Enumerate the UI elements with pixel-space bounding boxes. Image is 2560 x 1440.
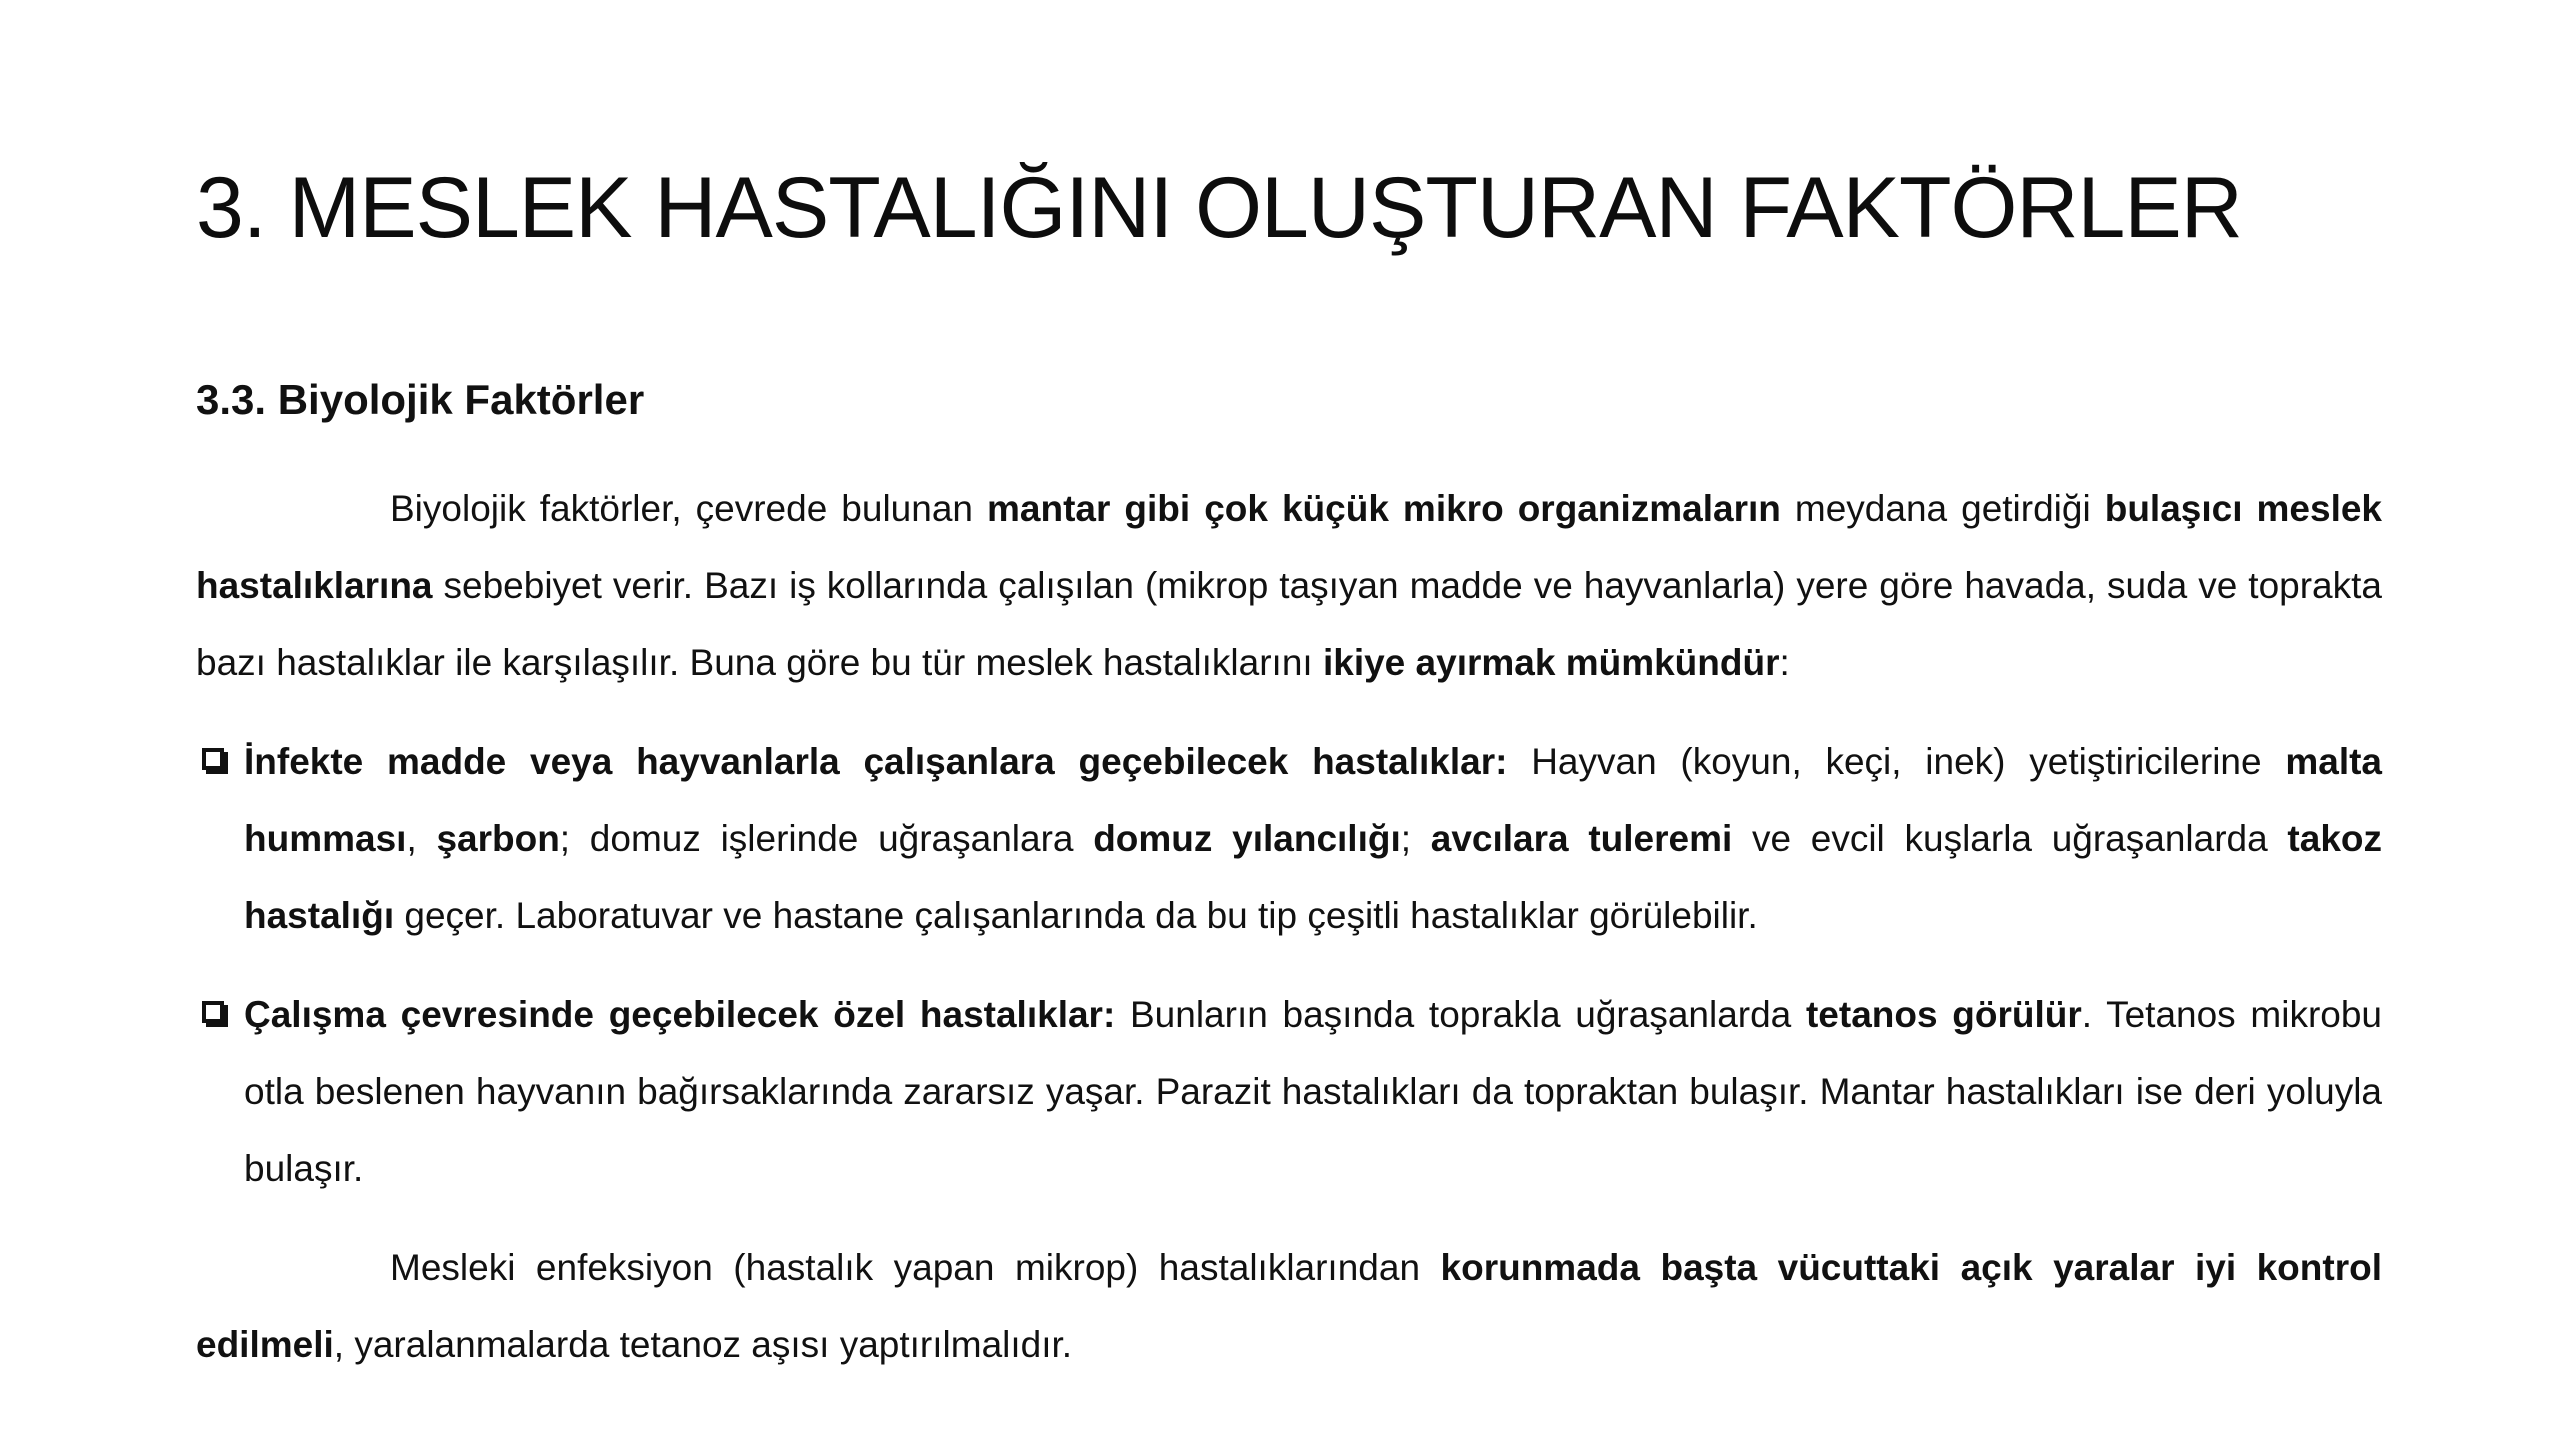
bullet1-bold-1: İnfekte madde veya hayvanlarla çalışanlara geçebilecek hastalıklar: — [244, 741, 1508, 782]
intro-text-3: sebebiyet verir. Bazı iş kollarında çalışılan (mikrop taşıyan madde ve hayvanlarla) yere göre havada, suda ve toprakta bazı hastalıklar ile karşılaşılır. Buna göre bu tür meslek hastalıklarını — [196, 565, 2382, 683]
intro-bold-1: mantar gibi çok küçük mikro organizmaların — [987, 488, 1781, 529]
closing-text-2: , yaralanmalarda tetanoz aşısı yaptırılmalıdır. — [333, 1324, 1073, 1365]
bullet1-bold-2: malta humması — [244, 741, 2382, 859]
bullet1-text-2: , — [406, 818, 437, 859]
closing-text-1: Mesleki enfeksiyon (hastalık yapan mikrop) hastalıklarından — [390, 1247, 1441, 1288]
bullet1-bold-4: domuz yılancılığı — [1093, 818, 1401, 859]
bullet2-bold-1: Çalışma çevresinde geçebilecek özel hastalıklar: — [244, 994, 1116, 1035]
intro-bold-2: bulaşıcı meslek hastalıklarına — [196, 488, 2383, 606]
bullet1-text-3: ; domuz işlerinde uğraşanlara — [559, 818, 1094, 859]
bullet1-bold-5: avcılara tuleremi — [1430, 818, 1733, 859]
bullet1-bold-6: takoz hastalığı — [244, 818, 2382, 936]
square-bullet-icon — [202, 748, 224, 770]
bullet1-bold-3: şarbon — [436, 818, 560, 859]
closing-paragraph — [196, 1229, 2382, 1383]
slide-title: 3. MESLEK HASTALIĞINI OLUŞTURAN FAKTÖRLER — [196, 160, 2242, 256]
slide-content — [196, 470, 2382, 1383]
bullet2-text-1: Bunların başında toprakla uğraşanlarda — [1115, 994, 1806, 1035]
intro-text-2: meydana getirdiği — [1780, 488, 2105, 529]
bullet2-bold-2: tetanos görülür — [1805, 994, 2082, 1035]
intro-text-4: : — [1779, 642, 1790, 683]
section-heading: 3.3. Biyolojik Faktörler — [196, 376, 645, 423]
square-bullet-icon — [202, 1001, 224, 1023]
bullet2-text-2: . Tetanos mikrobu otla beslenen hayvanın bağırsaklarında zararsız yaşar. Parazit hastalıkları da topraktan bulaşır. Mantar hastalıkları ise deri yoluyla bulaşır. — [244, 994, 2383, 1189]
bullet1-text-6: geçer. Laboratuvar ve hastane çalışanlarında da bu tip çeşitli hastalıklar görülebilir. — [394, 895, 1758, 936]
closing-bold-1: korunmada başta vücuttaki açık yaralar iyi kontrol edilmeli — [196, 1247, 2382, 1365]
bullet-item-infected-materials — [196, 723, 2382, 954]
bullet-item-work-environment — [196, 976, 2382, 1207]
intro-bold-3: ikiye ayırmak mümkündür — [1322, 642, 1780, 683]
intro-paragraph — [196, 470, 2382, 701]
bullet1-text-4: ; — [1400, 818, 1431, 859]
intro-text-1: Biyolojik faktörler, çevrede bulunan — [390, 488, 988, 529]
bullet1-text-1: Hayvan (koyun, keçi, inek) yetiştiricilerine — [1507, 741, 2286, 782]
bullet1-text-5: ve evcil kuşlarla uğraşanlarda — [1732, 818, 2288, 859]
